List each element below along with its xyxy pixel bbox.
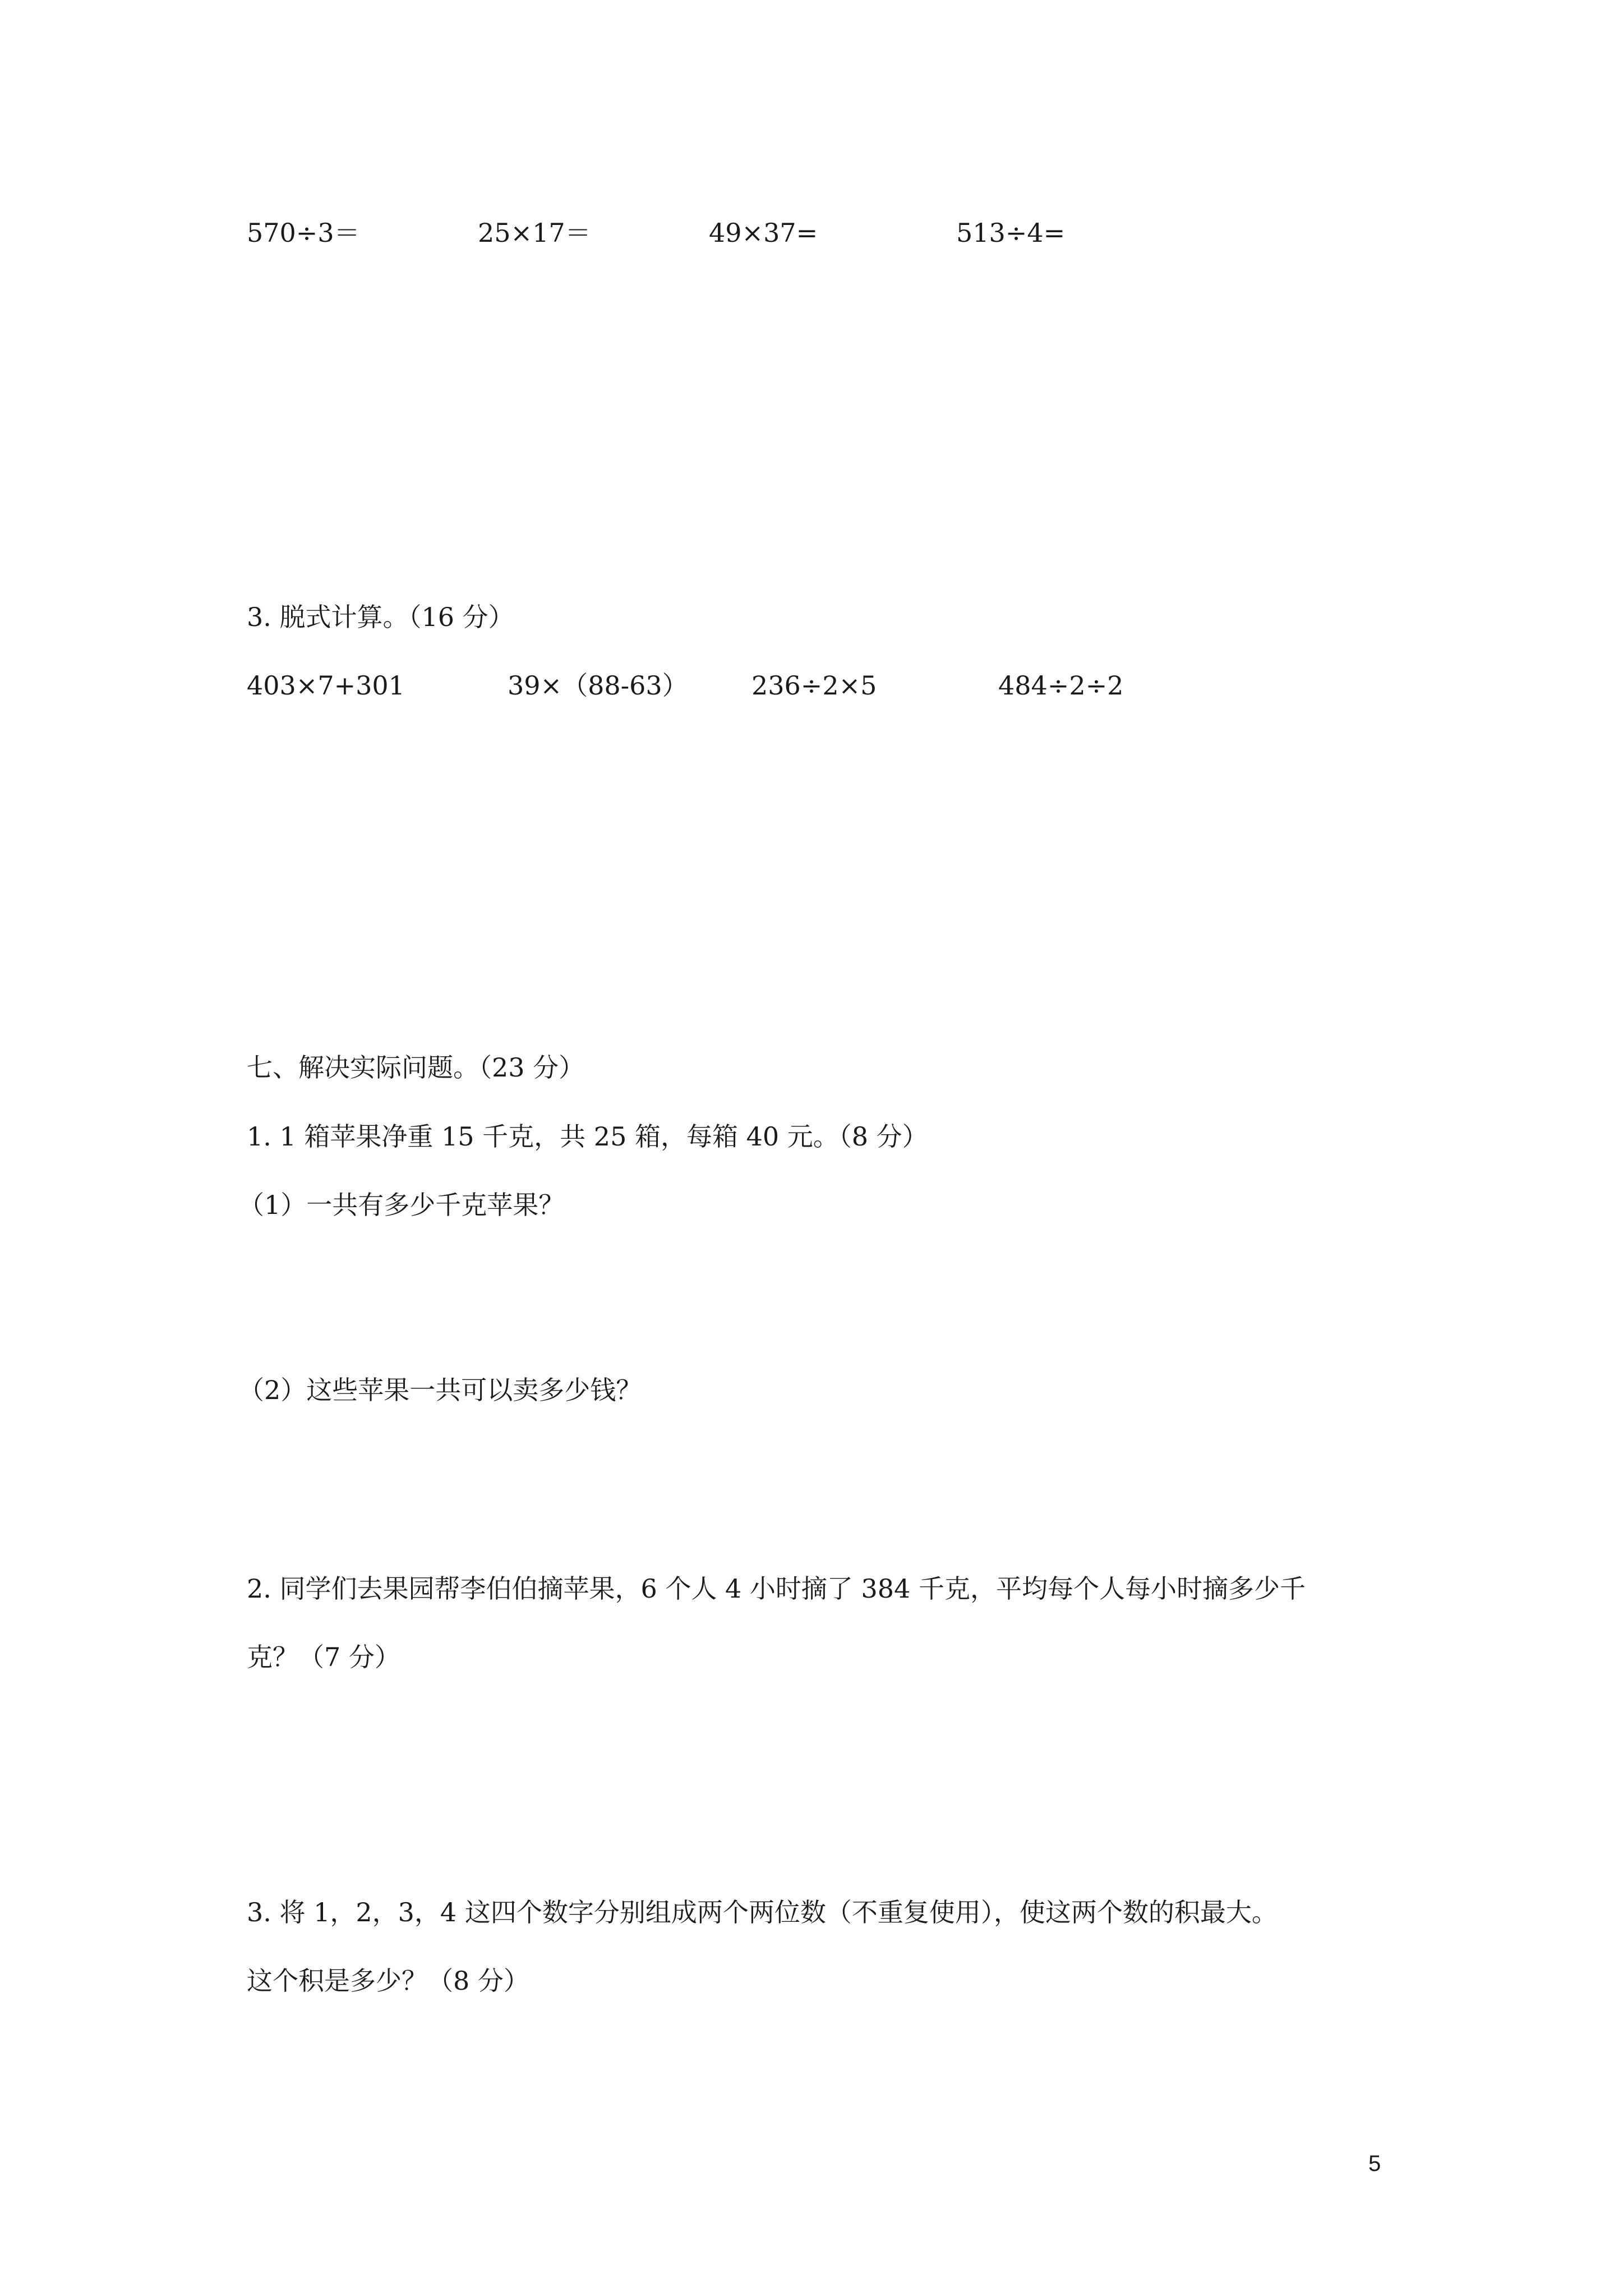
question-1-text: 1. 1 箱苹果净重 15 千克，共 25 箱，每箱 40 元。（8 分） xyxy=(247,1121,928,1152)
section-7-heading: 七、解决实际问题。（23 分） xyxy=(247,1052,585,1083)
question-2-line-2: 克？（7 分） xyxy=(247,1642,400,1672)
section-3-heading: 3. 脱式计算。（16 分） xyxy=(247,602,514,632)
step-calc-expression-1: 403×7+301 xyxy=(247,670,405,701)
calc-expression-2: 25×17＝ xyxy=(478,218,591,248)
calc-expression-4: 513÷4= xyxy=(956,218,1066,248)
question-1-sub-1: （1）一共有多少千克苹果？ xyxy=(238,1190,565,1220)
question-3-line-2: 这个积是多少？（8 分） xyxy=(247,1966,529,1996)
calc-expression-3: 49×37= xyxy=(709,218,818,248)
question-2-line-1: 2. 同学们去果园帮李伯伯摘苹果，6 个人 4 小时摘了 384 千克，平均每个人每小时摘多少千 xyxy=(247,1573,1306,1604)
page-number: 5 xyxy=(1368,2151,1381,2176)
question-3-line-1: 3. 将 1，2，3，4 这四个数字分别组成两个两位数（不重复使用），使这两个数的积最大。 xyxy=(247,1897,1278,1927)
step-calc-expression-2: 39×（88-63） xyxy=(508,670,688,701)
calc-expression-1: 570÷3＝ xyxy=(247,218,360,248)
step-calc-expression-4: 484÷2÷2 xyxy=(998,670,1124,701)
step-calc-expression-3: 236÷2×5 xyxy=(751,670,877,701)
question-1-sub-2: （2）这些苹果一共可以卖多少钱？ xyxy=(238,1375,642,1405)
